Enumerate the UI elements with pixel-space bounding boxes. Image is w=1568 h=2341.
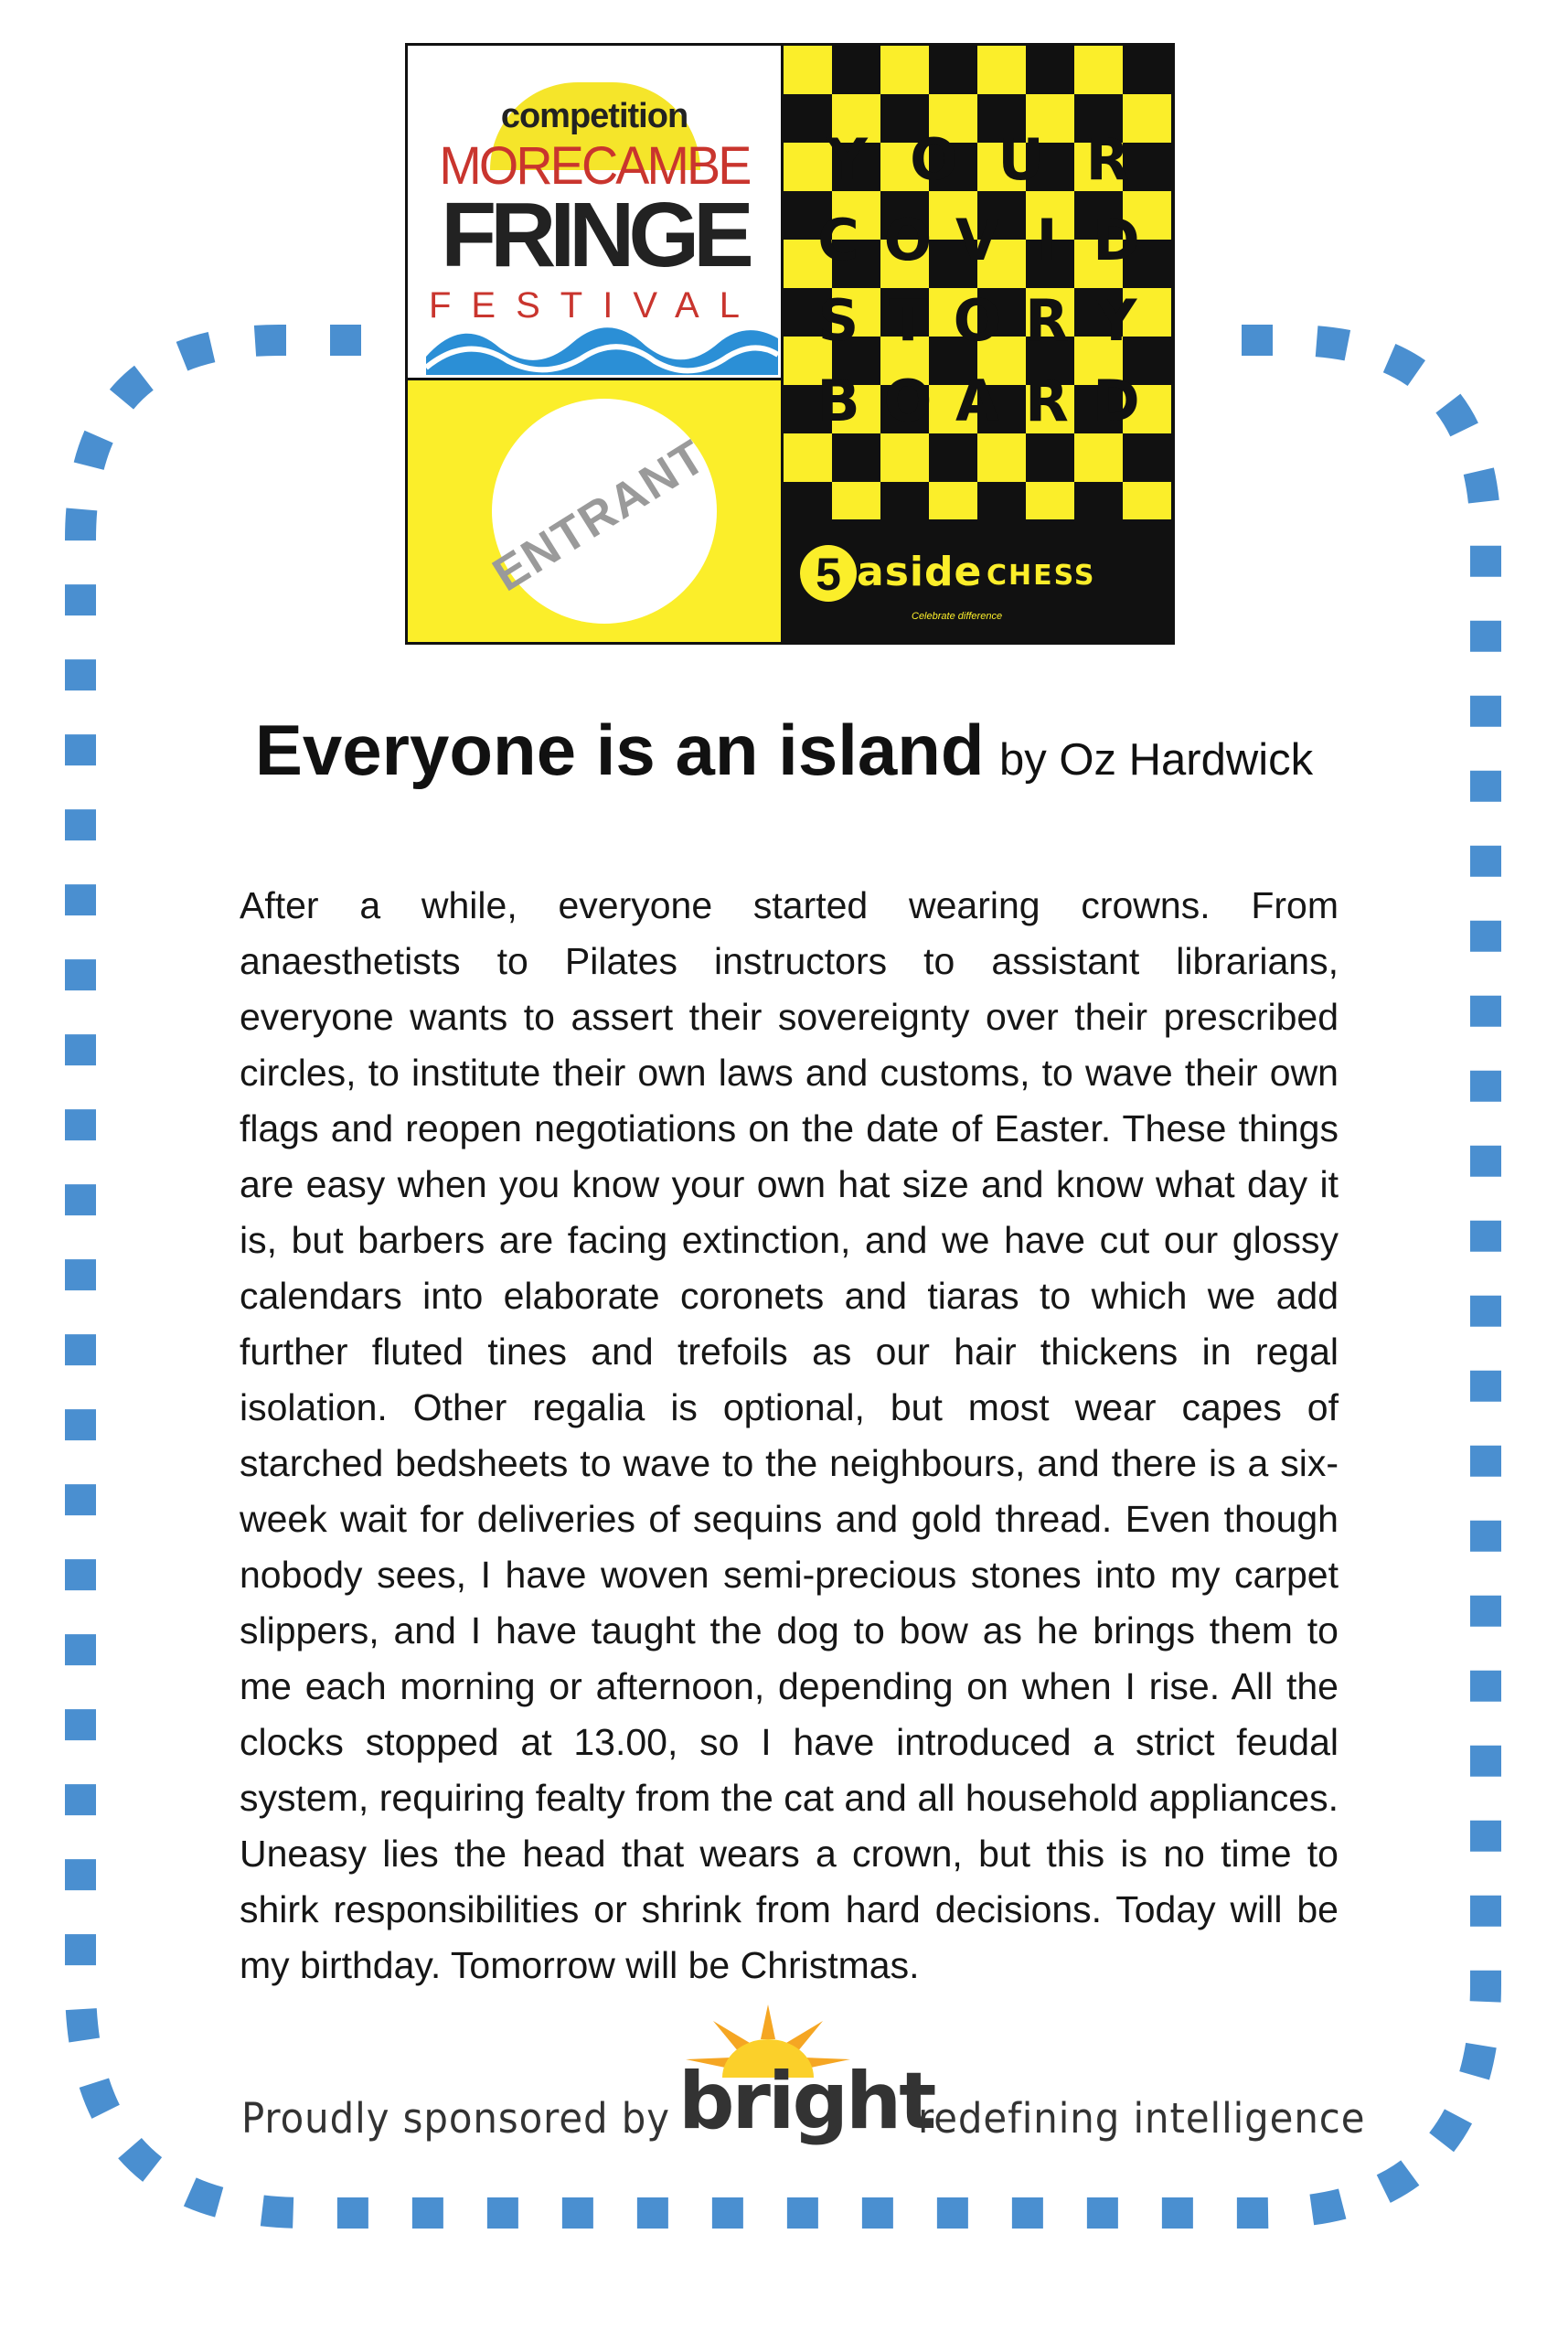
checker-square: [1074, 46, 1123, 94]
poem-body: After a while, everyone started wearing crowns. From anaesthetists to Pilates instructors to assistant librarians, everyone wants to assert their sovereignty over their prescribed circles, to institute their own laws and customs, to wave their own flags and reopen negotiations on the date of Easter. These things are easy when you know your own hat size and know what day it is, but barbers are facing extinction, and we have cut our glossy calendars into elaborate coronets and tiaras to which we add further fluted tines and trefoils as our hair thickens in regal isolation. Other regalia is optional, but most wear capes of starched bedsheets to wave to the neighbours, and there is a six-week wait for deliveries of sequins and gold thread. Even though nobody sees, I have woven semi-precious stones into my carpet slippers, and I have taught the dog to bow as he brings them to me each morning or afternoon, depending on when I rise. All the clocks stopped at 13.00, so I have introduced a strict feudal system, requiring fealty from the cat and all household appliances. Uneasy lies the head that wears a crown, but this is no time to shirk responsibilities or shrink from hard decisions. Today will be my birthday. Tomorrow will be Christmas.: [240, 884, 1339, 1986]
sponsor-label: Proudly sponsored by: [241, 2094, 670, 2143]
waves-icon: [426, 311, 783, 375]
page-title: Everyone is an island: [254, 710, 985, 790]
checker-square: [977, 46, 1026, 94]
fringe-label: FRINGE: [441, 184, 748, 286]
morecambe-label: MORECAMBE: [439, 136, 750, 196]
checker-square: [977, 433, 1026, 482]
board-letter: V: [955, 207, 999, 273]
celebrate-difference-label: Celebrate difference: [912, 611, 1003, 622]
board-letter: D: [1093, 207, 1140, 273]
checker-square: [880, 433, 929, 482]
board-letter: U: [997, 126, 1044, 193]
bright-brand-logo: bright: [678, 2056, 934, 2147]
board-letter: S: [817, 287, 859, 354]
five-badge: 5: [800, 545, 857, 602]
board-letter: R: [1025, 287, 1069, 354]
board-letter: R: [1025, 368, 1069, 434]
competition-logo: [405, 43, 1175, 645]
board-letter: O: [953, 287, 1002, 354]
festival-label: FESTIVAL: [429, 285, 760, 326]
morecambe-fringe-festival-logo: [408, 46, 784, 380]
board-letter: O: [883, 207, 933, 273]
checker-square: [1074, 433, 1123, 482]
board-letter: A: [955, 368, 999, 434]
board-letter: T: [888, 287, 928, 354]
board-letter: D: [1093, 368, 1140, 434]
checker-square: [784, 433, 832, 482]
chess-label: CHESS: [987, 560, 1096, 592]
board-letter: Y: [1095, 287, 1137, 354]
covid-story-board-logo: [784, 46, 1172, 645]
board-letter: O: [883, 368, 933, 434]
sponsor-tagline: redefining intelligence: [918, 2094, 1366, 2143]
competition-label: competition: [500, 97, 688, 135]
title-line: [0, 709, 1568, 792]
checker-square: [880, 46, 929, 94]
author-byline: by Oz Hardwick: [999, 735, 1314, 785]
entrant-stamp: ENTRANT: [484, 429, 716, 603]
aside-label: aside: [857, 549, 983, 595]
five-a-side-chess-logo: [784, 519, 1172, 645]
entrant-panel: [408, 380, 784, 645]
board-letter: O: [910, 126, 958, 193]
board-letter: R: [1085, 126, 1130, 193]
board-letter: C: [817, 207, 859, 273]
board-letter: I: [1036, 207, 1058, 273]
board-letter: Y: [827, 126, 868, 193]
board-letter: B: [816, 368, 860, 434]
checker-square: [784, 46, 832, 94]
